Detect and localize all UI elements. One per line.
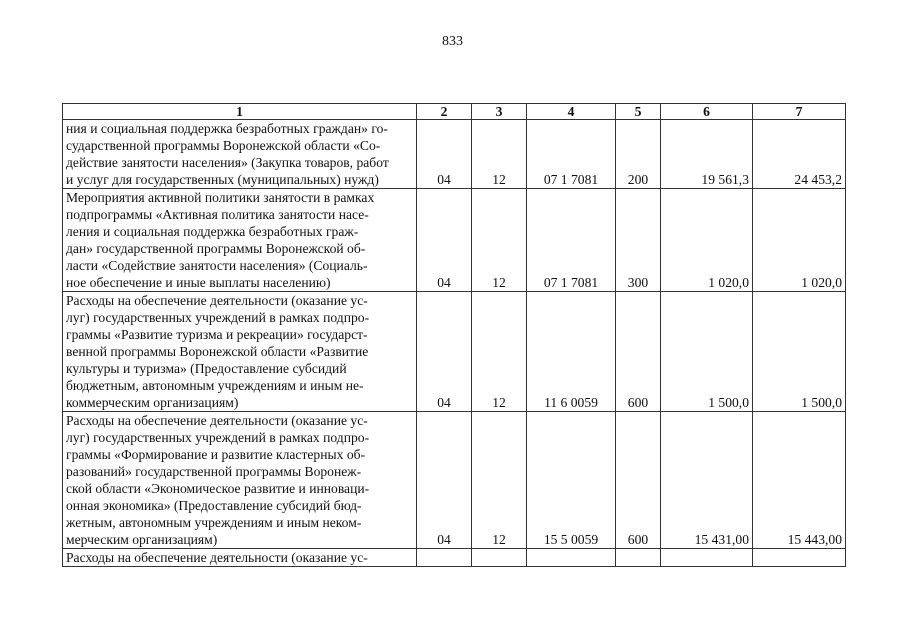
header-cell-5: 5 [616, 104, 661, 120]
table-row [63, 412, 846, 549]
description-line: ное обеспечение и иные выплаты населению) [66, 275, 331, 290]
amount-col-7: 1 500,0 [753, 292, 846, 412]
description-line: луг) государственных учреждений в рамках подпро- [66, 430, 370, 445]
subsection-code: 12 [472, 292, 527, 412]
table-row [63, 292, 846, 412]
amount-col-7: 15 443,00 [753, 412, 846, 549]
description-line: подпрограммы «Активная политика занятости насе- [66, 207, 369, 222]
section-code: 04 [417, 412, 472, 549]
expense-type-code: 600 [616, 292, 661, 412]
target-article-code: 11 6 0059 [527, 292, 616, 412]
row-description [63, 189, 417, 292]
header-cell-3: 3 [472, 104, 527, 120]
description-line: бюджетным, автономным учреждениям и иным не- [66, 378, 364, 393]
amount-col-6: 1 500,0 [661, 292, 753, 412]
amount-col-7: 24 453,2 [753, 120, 846, 189]
empty-cell [616, 549, 661, 567]
description-line: Расходы на обеспечение деятельности (оказание ус- [66, 413, 368, 428]
header-cell-4: 4 [527, 104, 616, 120]
section-code: 04 [417, 292, 472, 412]
expense-type-code: 600 [616, 412, 661, 549]
amount-col-6: 15 431,00 [661, 412, 753, 549]
table-row [63, 189, 846, 292]
description-line: онная экономика» (Предоставление субсидий бюд- [66, 498, 362, 513]
description-line: венной программы Воронежской области «Развитие [66, 344, 369, 359]
header-cell-7: 7 [753, 104, 846, 120]
description-line: ской области «Экономическое развитие и инноваци- [66, 481, 370, 496]
section-code: 04 [417, 120, 472, 189]
target-article-code: 07 1 7081 [527, 120, 616, 189]
description-line: действие занятости населения» (Закупка товаров, работ [66, 155, 389, 170]
budget-table [62, 103, 846, 567]
empty-cell [661, 549, 753, 567]
description-line: дан» государственной программы Воронежской об- [66, 241, 366, 256]
subsection-code: 12 [472, 189, 527, 292]
section-code: 04 [417, 189, 472, 292]
description-line: луг) государственных учреждений в рамках подпро- [66, 310, 370, 325]
amount-col-6: 1 020,0 [661, 189, 753, 292]
description-line: Расходы на обеспечение деятельности (оказание ус- [66, 550, 368, 565]
description-line: Расходы на обеспечение деятельности (оказание ус- [66, 293, 368, 308]
header-cell-2: 2 [417, 104, 472, 120]
amount-col-6: 19 561,3 [661, 120, 753, 189]
description-line: сударственной программы Воронежской области «Со- [66, 138, 381, 153]
description-line: граммы «Формирование и развитие кластерных об- [66, 447, 366, 462]
description-line: ления и социальная поддержка безработных граж- [66, 224, 359, 239]
description-line: ния и социальная поддержка безработных граждан» го- [66, 121, 388, 136]
empty-cell [417, 549, 472, 567]
description-line: культуры и туризма» (Предоставление субсидий [66, 361, 347, 376]
empty-cell [472, 549, 527, 567]
empty-cell [527, 549, 616, 567]
row-description [63, 412, 417, 549]
description-line: мерческим организациям) [66, 532, 218, 547]
description-line: граммы «Развитие туризма и рекреации» государст- [66, 327, 368, 342]
header-cell-1: 1 [63, 104, 417, 120]
subsection-code: 12 [472, 120, 527, 189]
table-row [63, 120, 846, 189]
table-row-partial [63, 549, 846, 567]
empty-cell [753, 549, 846, 567]
expense-type-code: 300 [616, 189, 661, 292]
description-line: коммерческим организациям) [66, 395, 239, 410]
description-line: жетным, автономным учреждениям и иным неком- [66, 515, 362, 530]
subsection-code: 12 [472, 412, 527, 549]
row-description [63, 549, 417, 567]
page-number: 833 [442, 34, 463, 49]
table-header-row [63, 104, 846, 120]
target-article-code: 07 1 7081 [527, 189, 616, 292]
header-cell-6: 6 [661, 104, 753, 120]
row-description [63, 292, 417, 412]
row-description [63, 120, 417, 189]
target-article-code: 15 5 0059 [527, 412, 616, 549]
description-line: разований» государственной программы Воронеж- [66, 464, 362, 479]
description-line: и услуг для государственных (муниципальных) нужд) [66, 172, 379, 187]
description-line: Мероприятия активной политики занятости в рамках [66, 190, 375, 205]
description-line: ласти «Содействие занятости населения» (Социаль- [66, 258, 368, 273]
amount-col-7: 1 020,0 [753, 189, 846, 292]
expense-type-code: 200 [616, 120, 661, 189]
